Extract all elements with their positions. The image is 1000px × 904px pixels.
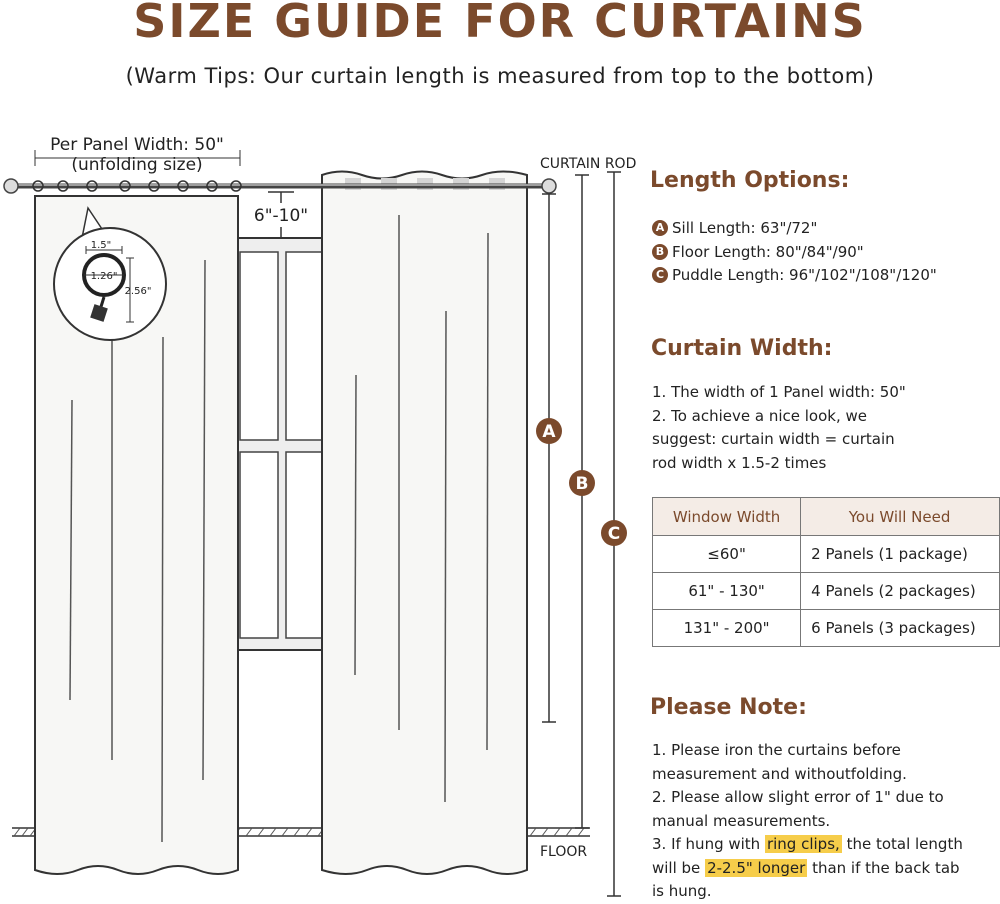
- length-options-heading: Length Options:: [650, 168, 850, 193]
- page-subtitle: (Warm Tips: Our curtain length is measured from top to the bottom): [125, 64, 875, 88]
- rod-gap-dimension: [250, 192, 312, 238]
- curtain-width-text: 1. The width of 1 Panel width: 50" 2. To achieve a nice look, we suggest: curtain width = curtain rod width x 1.5-2 times: [652, 383, 906, 472]
- table-header: Window Width: [653, 498, 801, 536]
- svg-text:B: B: [575, 474, 589, 494]
- window-width-table: [652, 497, 1000, 647]
- marker-c: [601, 520, 627, 546]
- ring-dim-side-label: 2.56": [124, 286, 152, 297]
- window-illustration: [238, 238, 326, 650]
- floor-label: FLOOR: [540, 844, 588, 860]
- panel-width-dimension: [35, 135, 240, 175]
- length-option-floor: B Floor Length: 80"/84"/90": [652, 243, 864, 261]
- marker-b: [569, 470, 595, 496]
- marker-b-icon: B: [652, 244, 668, 260]
- ring-clips-highlight: ring clips,: [766, 835, 840, 853]
- table-row: ≤60" 2 Panels (1 package): [653, 536, 1000, 573]
- page-title: SIZE GUIDE FOR CURTAINS: [133, 0, 867, 48]
- marker-a-icon: A: [652, 220, 668, 236]
- marker-a: [536, 418, 562, 444]
- svg-text:A: A: [542, 422, 556, 442]
- panel-width-label: Per Panel Width: 50": [50, 135, 224, 155]
- table-row: 131" - 200" 6 Panels (3 packages): [653, 610, 1000, 647]
- svg-text:C: C: [607, 524, 621, 544]
- table-row: 61" - 130" 4 Panels (2 packages): [653, 573, 1000, 610]
- ring-dim-inner-label: 1.26": [90, 271, 118, 282]
- table-header-row: [653, 498, 1000, 536]
- table-header: You Will Need: [801, 498, 1000, 536]
- note-heading: Please Note:: [650, 695, 807, 720]
- panel-width-sublabel: (unfolding size): [71, 155, 203, 175]
- length-option-puddle: C Puddle Length: 96"/102"/108"/120": [652, 266, 937, 284]
- right-curtain-panel: [322, 172, 527, 875]
- length-option-sill: A Sill Length: 63"/72": [652, 219, 817, 237]
- ring-dim-top-label: 1.5": [90, 240, 112, 251]
- note-text: 1. Please iron the curtains before measurement and withoutfolding. 2. Please allow slight error of 1" due to manual measurements. 3. If hung with ring clips, the total length will be 2-2.5" longer than if the back tab is hung.: [652, 741, 963, 900]
- longer-highlight: 2-2.5" longer: [707, 858, 806, 877]
- curtain-width-heading: Curtain Width:: [651, 336, 833, 361]
- rod-gap-label: 6"-10": [253, 206, 309, 226]
- marker-c-icon: C: [652, 267, 668, 283]
- curtain-rod-label: CURTAIN ROD: [540, 156, 637, 172]
